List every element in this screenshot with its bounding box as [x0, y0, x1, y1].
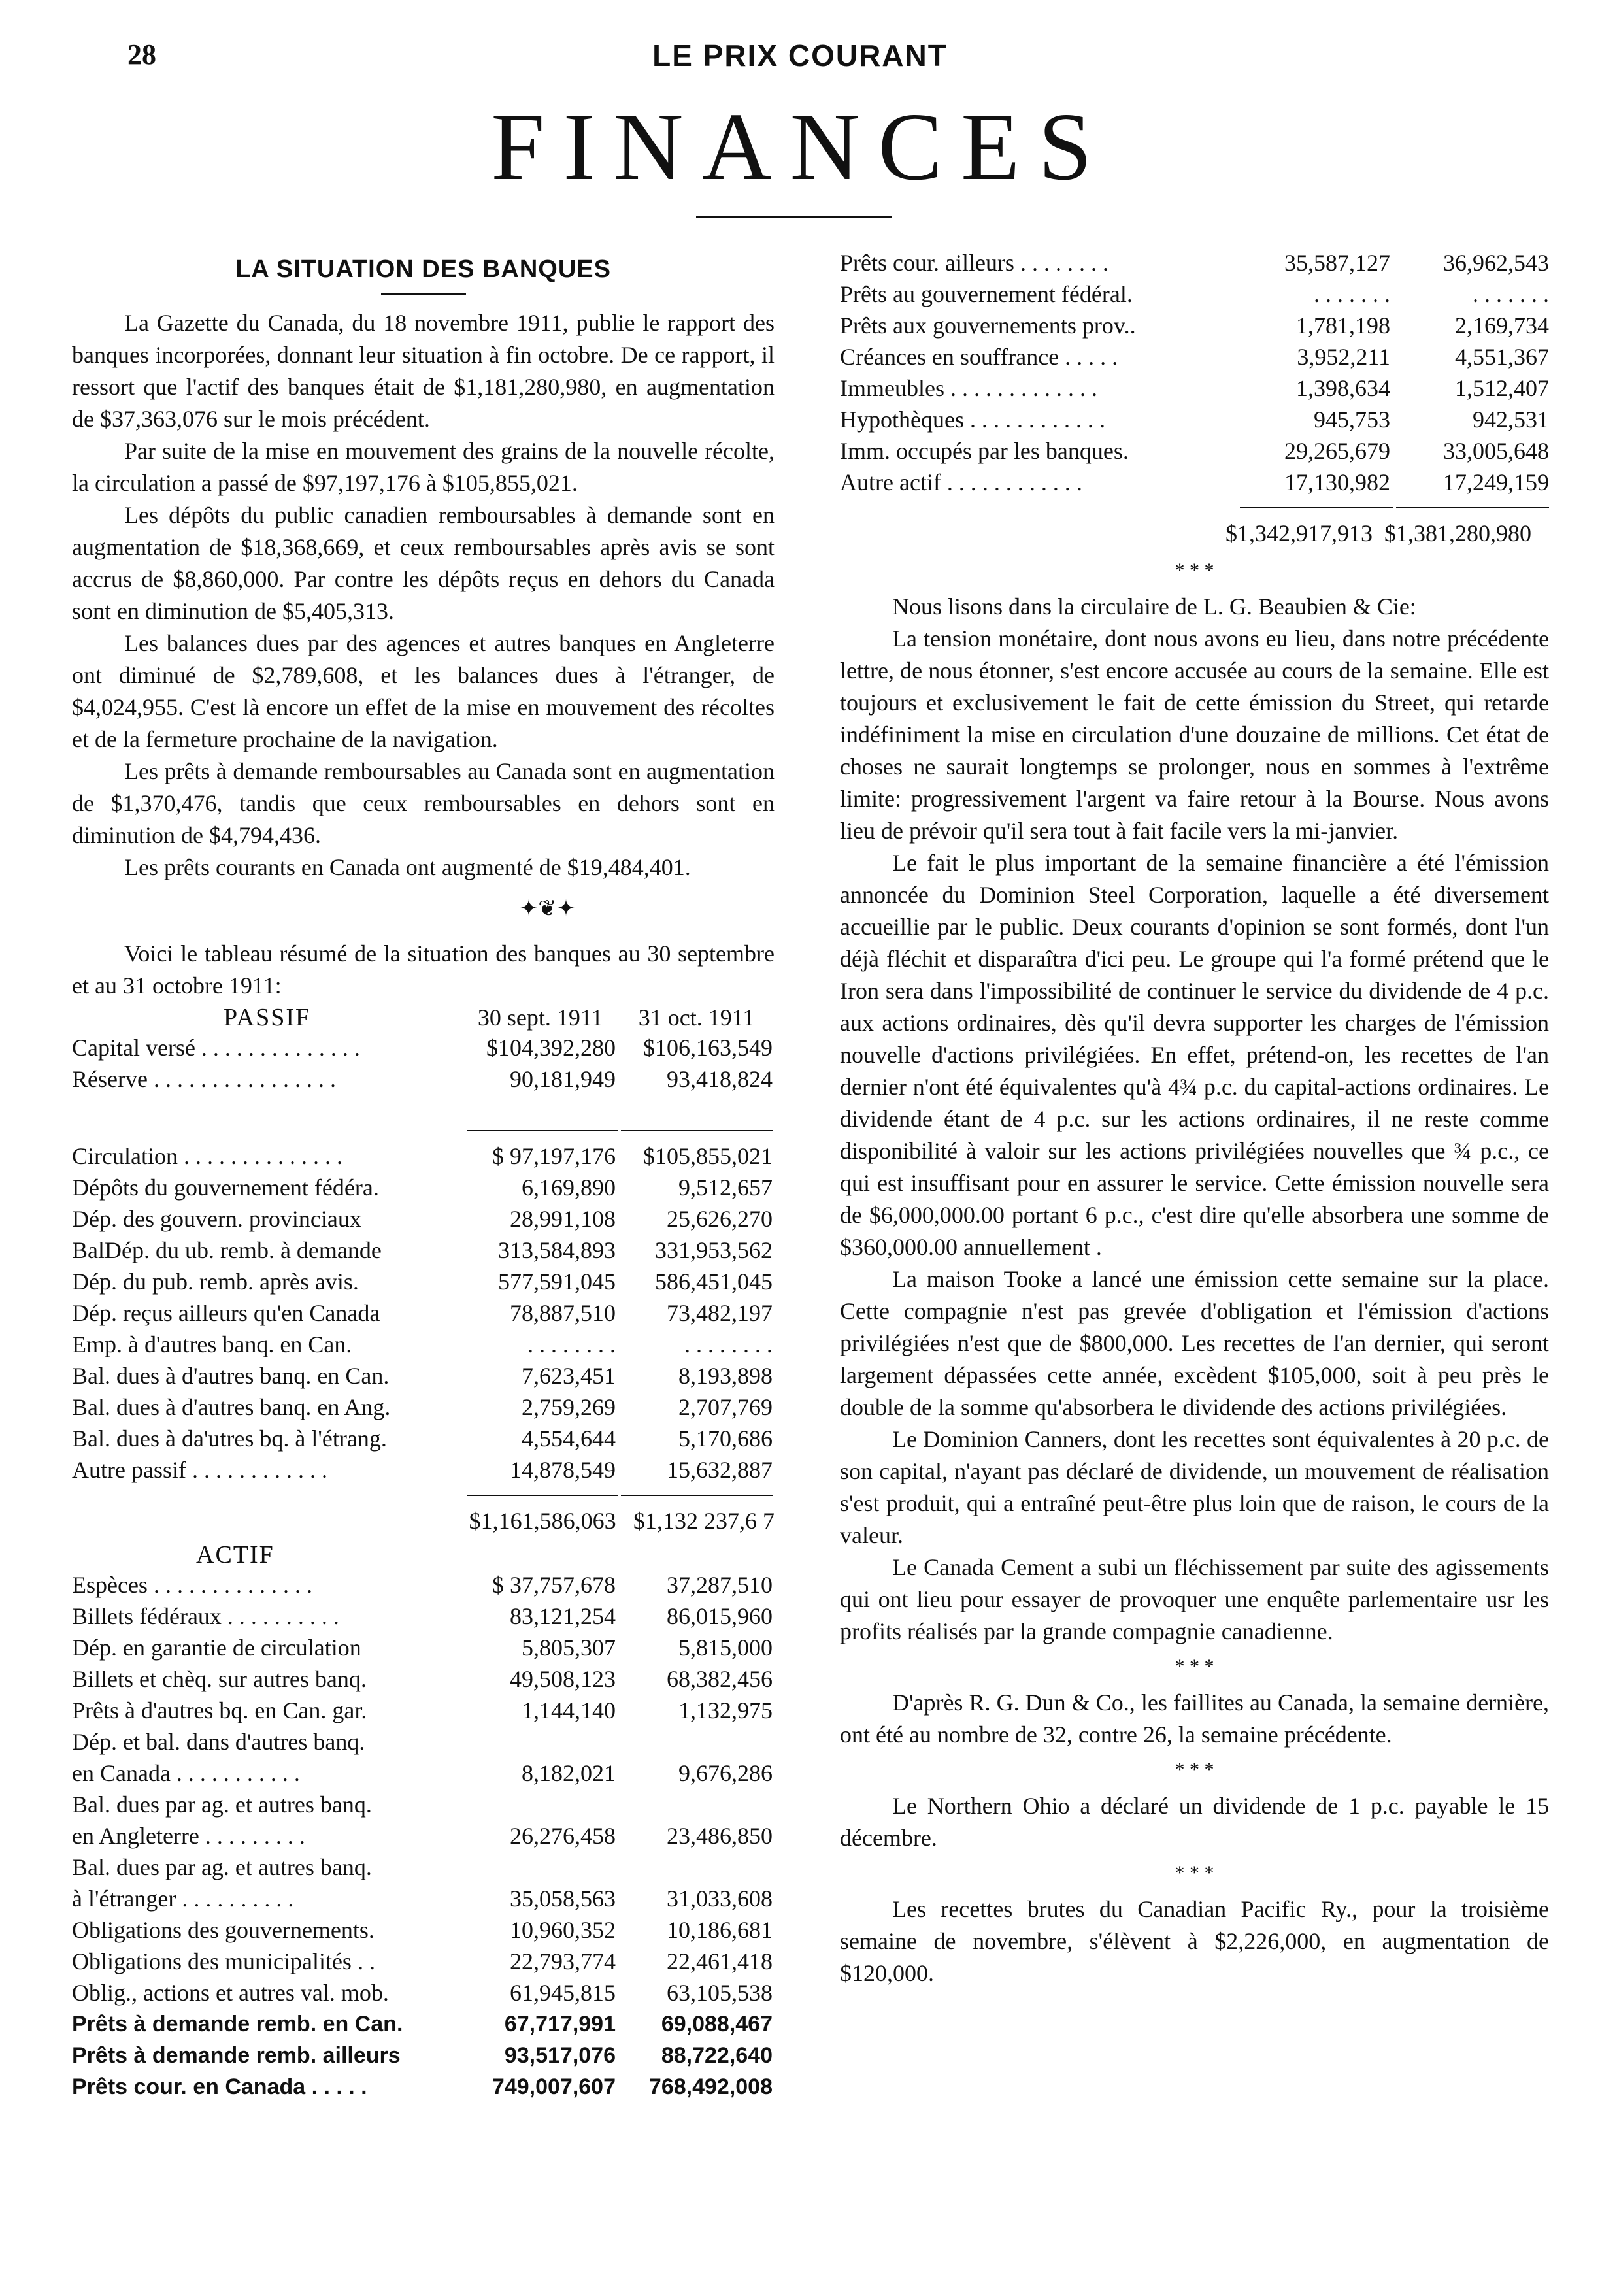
value-sept: 61,945,815: [510, 1980, 616, 2006]
value-sept: 2,759,269: [522, 1394, 616, 1420]
value-sept: 3,952,211: [1297, 344, 1390, 370]
passif-heading: PASSIF: [224, 1004, 311, 1031]
row-label: à l'étranger . . . . . . . . . .: [72, 1886, 294, 1912]
table-row: [72, 1914, 775, 1946]
row-label: Immeubles . . . . . . . . . . . . .: [840, 375, 1097, 401]
row-label: Autre actif . . . . . . . . . . . .: [840, 469, 1082, 495]
news-paragraph: Le Northern Ohio a déclaré un dividende de 1 p.c. payable le 15 décembre.: [840, 1793, 1549, 1851]
row-label: Imm. occupés par les banques.: [840, 438, 1129, 464]
column-header-sept: 30 sept. 1911: [477, 1005, 603, 1031]
value-sept: 28,991,108: [510, 1206, 616, 1232]
row-label: Billets et chèq. sur autres banq.: [72, 1666, 367, 1692]
value-oct: 63,105,538: [667, 1980, 773, 2006]
news-paragraph: Le Dominion Canners, dont les recettes sont équivalentes à 20 p.c. de son capital, n'ayant pas déclaré de dividende, un mouvement de réalisation s'est produit, qui a entraîné peut-être plus loin que de raison, le cours de la valeur.: [840, 1426, 1549, 1548]
value-sept: 90,181,949: [510, 1066, 616, 1092]
value-oct: 586,451,045: [655, 1269, 773, 1295]
row-label: Emp. à d'autres banq. en Can.: [72, 1331, 352, 1357]
value-sept: 577,591,045: [498, 1269, 616, 1295]
row-label: Obligations des municipalités . .: [72, 1948, 375, 1974]
value-sept: 1,398,634: [1296, 375, 1390, 401]
asterism: * * *: [1175, 1759, 1214, 1780]
ornament: ✦❦✦: [519, 897, 576, 921]
table-row: [72, 1297, 775, 1329]
article-paragraph: La Gazette du Canada, du 18 novembre 1911, publie le rapport des banques incorporées, donnant leur situation à fin octobre. De ce rapport, il ressort que l'actif des banques était de $1,181,280,980, en augmentation de $37,363,076 sur le mois précédent.: [72, 310, 775, 432]
value-oct: 31,033,608: [667, 1886, 773, 1912]
table-row: [72, 2040, 775, 2071]
row-label: BalDép. du ub. remb. à demande: [72, 1237, 382, 1263]
value-oct: $105,855,021: [643, 1143, 773, 1169]
value-sept: 26,276,458: [510, 1823, 616, 1849]
value-oct: . . . . . . . .: [684, 1331, 773, 1357]
value-oct: 8,193,898: [678, 1363, 773, 1389]
value-oct: 17,249,159: [1443, 469, 1549, 495]
table-row: [72, 1032, 775, 1063]
value-oct: 9,676,286: [678, 1760, 773, 1786]
table-row: [840, 467, 1549, 498]
journal-title: LE PRIX COURANT: [652, 39, 948, 73]
value-sept: 17,130,982: [1284, 469, 1390, 495]
passif-table: [72, 1140, 775, 1486]
table-row: [72, 1423, 775, 1454]
row-label: en Angleterre . . . . . . . . .: [72, 1823, 305, 1849]
rule: [1240, 507, 1393, 518]
table-row: [72, 1391, 775, 1423]
value-oct: 93,418,824: [667, 1066, 773, 1092]
value-oct: 768,492,008: [648, 2074, 773, 2099]
value-sept: . . . . . . . .: [527, 1331, 616, 1357]
actif-total-row: [840, 518, 1549, 552]
value-oct: $106,163,549: [643, 1035, 773, 1061]
value-oct: 5,815,000: [678, 1635, 773, 1661]
news-paragraph: Le Canada Cement a subi un fléchissement par suite des agissements qui ont lieu pour essayer de provoquer une enquête parlementaire usr les profits réalisés par la grande compagnie canadienne.: [840, 1554, 1549, 1644]
row-label: Autre passif . . . . . . . . . . . .: [72, 1457, 327, 1483]
actif-total-sept: $1,342,917,913: [1225, 520, 1373, 546]
news-paragraph: La maison Tooke a lancé une émission cette semaine sur la place. Cette compagnie n'est pas grevée d'obligation et l'émission d'actions privilégiées n'est que de $800,000. Les recettes de l'an dernier, qui seront largement dépassées cette année, excèdent $105,000, soit à peu près le double de la somme qu'absorbera le dividende des actions privilégiées.: [840, 1266, 1549, 1420]
table-row: [72, 1757, 775, 1789]
value-sept: $104,392,280: [486, 1035, 616, 1061]
table-row: [72, 1203, 775, 1235]
table-row: [840, 278, 1549, 310]
article-paragraph: Les balances dues par des agences et autres banques en Angleterre ont diminué de $2,789,608, et les balances dues à l'étranger, de $4,024,955. C'est là encore un effet de la mise en mouvement des récoltes et de la fermeture prochaine de la navigation.: [72, 630, 775, 752]
value-oct: 68,382,456: [667, 1666, 773, 1692]
row-label: Dép. des gouvern. provinciaux: [72, 1206, 361, 1232]
row-label: Prêts à demande remb. ailleurs: [72, 2043, 401, 2068]
value-oct: 88,722,640: [661, 2043, 773, 2068]
passif-total-oct: $1,132 237,6 7: [633, 1508, 775, 1534]
table-row: [72, 1601, 775, 1632]
article-paragraph: Les dépôts du public canadien remboursables à demande sont en augmentation de $18,368,669, et ceux remboursables après avis se sont accrus de $8,860,000. Par contre les dépôts reçus en dehors du Canada sont en diminution de $5,405,313.: [72, 502, 775, 624]
actif-table: [72, 1569, 775, 2103]
row-label: Dép. du pub. remb. après avis.: [72, 1269, 359, 1295]
passif-total-sept: $1,161,586,063: [469, 1508, 616, 1534]
value-oct: . . . . . . .: [1473, 281, 1549, 307]
value-sept: 78,887,510: [510, 1300, 616, 1326]
title-rule: [381, 293, 466, 295]
row-label: Réserve . . . . . . . . . . . . . . . .: [72, 1066, 336, 1092]
row-label: Bal. dues par ag. et autres banq.: [72, 1854, 372, 1880]
value-sept: 35,058,563: [510, 1886, 616, 1912]
row-label: Oblig., actions et autres val. mob.: [72, 1980, 389, 2006]
value-sept: 1,144,140: [522, 1697, 616, 1723]
table-row: [72, 1454, 775, 1486]
value-sept: 49,508,123: [510, 1666, 616, 1692]
table-intro: Voici le tableau résumé de la situation des banques au 30 septembre et au 31 octobre 1911:: [72, 940, 775, 999]
news-paragraph: D'après R. G. Dun & Co., les faillites au Canada, la semaine dernière, ont été au nombre de 32, contre 26, la semaine précédente.: [840, 1689, 1549, 1748]
row-label: Bal. dues à d'autres banq. en Can.: [72, 1363, 390, 1389]
row-label: Prêts cour. en Canada . . . . .: [72, 2074, 367, 2099]
value-sept: 749,007,607: [492, 2074, 616, 2099]
actif-heading: ACTIF: [196, 1541, 275, 1569]
row-label: Bal. dues par ag. et autres banq.: [72, 1791, 372, 1818]
value-oct: 22,461,418: [667, 1948, 773, 1974]
row-label: Obligations des gouvernements.: [72, 1917, 375, 1943]
table-row: [72, 1789, 775, 1820]
value-oct: 1,132,975: [678, 1697, 773, 1723]
table-row: [840, 404, 1549, 435]
table-row: [72, 1695, 775, 1726]
table-row: [840, 435, 1549, 467]
left-column: [72, 247, 775, 2103]
table-row: [840, 341, 1549, 373]
table-row: [72, 1726, 775, 1757]
rule: [467, 1130, 618, 1140]
value-oct: 15,632,887: [667, 1457, 773, 1483]
value-oct: 331,953,562: [655, 1237, 773, 1263]
value-sept: 35,587,127: [1284, 250, 1390, 276]
table-row: [72, 1883, 775, 1914]
row-label: Bal. dues à da'utres bq. à l'étrang.: [72, 1425, 387, 1452]
value-oct: 23,486,850: [667, 1823, 773, 1849]
rule: [621, 1495, 773, 1505]
row-label: Dépôts du gouvernement fédéra.: [72, 1174, 379, 1201]
asterism: * * *: [1175, 1655, 1214, 1677]
rule: [1396, 507, 1549, 518]
article-paragraph: Par suite de la mise en mouvement des grains de la nouvelle récolte, la circulation a passé de $97,197,176 à $105,855,021.: [72, 438, 775, 496]
column-header-oct: 31 oct. 1911: [638, 1005, 755, 1031]
table-row: [72, 2071, 775, 2103]
value-sept: 10,960,352: [510, 1917, 616, 1943]
table-row: [72, 1360, 775, 1391]
value-oct: 25,626,270: [667, 1206, 773, 1232]
table-row: [840, 373, 1549, 404]
value-oct: 5,170,686: [678, 1425, 773, 1452]
row-label: Créances en souffrance . . . . .: [840, 344, 1118, 370]
news-paragraph: Le fait le plus important de la semaine financière a été l'émission annoncée du Dominion Steel Corporation, laquelle a été diversement accueillie par le public. Deux courants d'opinion se sont formés, dont l'un déjà fléchit et disparaîtra d'ici peu. Le groupe qui l'a formé prétend que le Iron sera dans l'impossibilité de continuer le service du dividende de 4 p.c. aux actions ordinaires, dès qu'il devra supporter les charges de l'émission nouvelle d'actions privilégiées. En effet, prétend-on, les recettes de l'an dernier n'ont été équivalentes qu'à 4¾ p.c. du capital-actions ordinaires. Le dividende étant de 4 p.c. sur les actions ordinaires, il ne reste comme disponibilité à valoir sur les actions privilégiées nouvelles que ¾ p.c., ce qui est insuffisant pour en assurer le service. Cette émission nouvelle sera de $6,000,000.00 portant 6 p.c., c'est dire qu'elle absorbera une somme de $360,000.00 annuellement .: [840, 850, 1549, 1260]
table-row: [72, 1329, 775, 1360]
value-sept: $ 97,197,176: [492, 1143, 616, 1169]
value-sept: 4,554,644: [522, 1425, 616, 1452]
table-row: [840, 247, 1549, 278]
table-row: [72, 1266, 775, 1297]
table-row: [72, 1063, 775, 1095]
row-label: Circulation . . . . . . . . . . . . . .: [72, 1143, 342, 1169]
row-label: Bal. dues à d'autres banq. en Ang.: [72, 1394, 391, 1420]
row-label: en Canada . . . . . . . . . . .: [72, 1760, 300, 1786]
row-label: Prêts à d'autres bq. en Can. gar.: [72, 1697, 367, 1723]
rule: [621, 1130, 773, 1140]
table-row: [72, 1977, 775, 2008]
asterism: * * *: [1175, 559, 1214, 581]
value-sept: $ 37,757,678: [492, 1572, 616, 1598]
value-sept: 8,182,021: [522, 1760, 616, 1786]
article-title: LA SITUATION DES BANQUES: [235, 256, 612, 283]
table-row: [72, 1820, 775, 1852]
row-label: Dép. en garantie de circulation: [72, 1635, 361, 1661]
masthead-rule: [696, 216, 892, 218]
value-sept: 313,584,893: [498, 1237, 616, 1263]
news-paragraph: Les recettes brutes du Canadian Pacific Ry., pour la troisième semaine de novembre, s'élèvent à $2,226,000, en augmentation de $120,000.: [840, 1896, 1549, 1986]
article-paragraph: Les prêts à demande remboursables au Canada sont en augmentation de $1,370,476, tandis que ceux remboursables en dehors sont en diminution de $4,794,436.: [72, 758, 775, 848]
value-oct: 2,169,734: [1455, 312, 1549, 339]
right-column: [840, 247, 1549, 1989]
section-masthead: FINANCES: [491, 93, 1110, 201]
row-label: Dép. reçus ailleurs qu'en Canada: [72, 1300, 380, 1326]
value-sept: 6,169,890: [522, 1174, 616, 1201]
row-label: Prêts au gouvernement fédéral.: [840, 281, 1133, 307]
row-label: Prêts cour. ailleurs . . . . . . . .: [840, 250, 1108, 276]
value-sept: 83,121,254: [510, 1603, 616, 1629]
rule: [467, 1495, 618, 1505]
article-paragraph: Les prêts courants en Canada ont augmenté de $19,484,401.: [124, 854, 691, 880]
news-paragraph: Nous lisons dans la circulaire de L. G. Beaubien & Cie:: [892, 593, 1416, 620]
value-sept: 22,793,774: [510, 1948, 616, 1974]
page-number: 28: [127, 39, 156, 71]
table-row: [72, 1235, 775, 1266]
table-row: [72, 1140, 775, 1172]
table-row: [72, 2008, 775, 2040]
value-oct: 1,512,407: [1455, 375, 1549, 401]
table-row: [72, 1172, 775, 1203]
table-row: [840, 310, 1549, 341]
value-oct: 37,287,510: [667, 1572, 773, 1598]
value-oct: 69,088,467: [661, 2012, 773, 2037]
actif-table-continued: [840, 247, 1549, 498]
row-label: Hypothèques . . . . . . . . . . . .: [840, 407, 1105, 433]
value-oct: 33,005,648: [1443, 438, 1549, 464]
value-sept: 1,781,198: [1296, 312, 1390, 339]
value-oct: 4,551,367: [1455, 344, 1549, 370]
news-paragraph: La tension monétaire, dont nous avons eu lieu, dans notre précédente lettre, de nous étonner, s'est encore accusée au cours de la semaine. Elle est toujours et exclusivement le fait de cette émission du Street, qui retarde indéfiniment la mise en circulation d'une douzaine de millions. Cet état de choses ne saurait longtemps se prolonger, nous en sommes à l'extrême limite: progressivement l'argent va faire retour à la Bourse. Nous avons lieu de prévoir qu'il sera tout à fait facile vers la mi-janvier.: [840, 625, 1549, 844]
row-label: Prêts à demande remb. en Can.: [72, 2012, 403, 2037]
row-label: Capital versé . . . . . . . . . . . . . .: [72, 1035, 360, 1061]
actif-total-oct: $1,381,280,980: [1384, 520, 1531, 546]
row-label: Prêts aux gouvernements prov..: [840, 312, 1136, 339]
value-sept: 93,517,076: [504, 2043, 616, 2068]
table-row: [72, 1569, 775, 1601]
passif-total-row: [72, 1505, 775, 1539]
value-sept: 7,623,451: [522, 1363, 616, 1389]
row-label: Billets fédéraux . . . . . . . . . .: [72, 1603, 339, 1629]
value-sept: 945,753: [1314, 407, 1390, 433]
value-oct: 73,482,197: [667, 1300, 773, 1326]
table-row: [72, 1946, 775, 1977]
value-sept: 5,805,307: [522, 1635, 616, 1661]
table-row: [72, 1632, 775, 1663]
value-sept: . . . . . . .: [1314, 281, 1390, 307]
value-oct: 36,962,543: [1443, 250, 1549, 276]
value-oct: 942,531: [1473, 407, 1549, 433]
row-label: Dép. et bal. dans d'autres banq.: [72, 1729, 365, 1755]
value-sept: 14,878,549: [510, 1457, 616, 1483]
value-oct: 2,707,769: [678, 1394, 773, 1420]
passif-header-row: [72, 1002, 775, 1032]
asterism: * * *: [1175, 1862, 1214, 1884]
value-oct: 10,186,681: [667, 1917, 773, 1943]
value-oct: 9,512,657: [678, 1174, 773, 1201]
table-row: [72, 1663, 775, 1695]
page-header: [0, 38, 1600, 77]
value-sept: 29,265,679: [1284, 438, 1390, 464]
passif-table-top: [72, 1032, 775, 1095]
row-label: Espèces . . . . . . . . . . . . . .: [72, 1572, 312, 1598]
table-row: [72, 1852, 775, 1883]
value-oct: 86,015,960: [667, 1603, 773, 1629]
value-sept: 67,717,991: [504, 2012, 616, 2037]
